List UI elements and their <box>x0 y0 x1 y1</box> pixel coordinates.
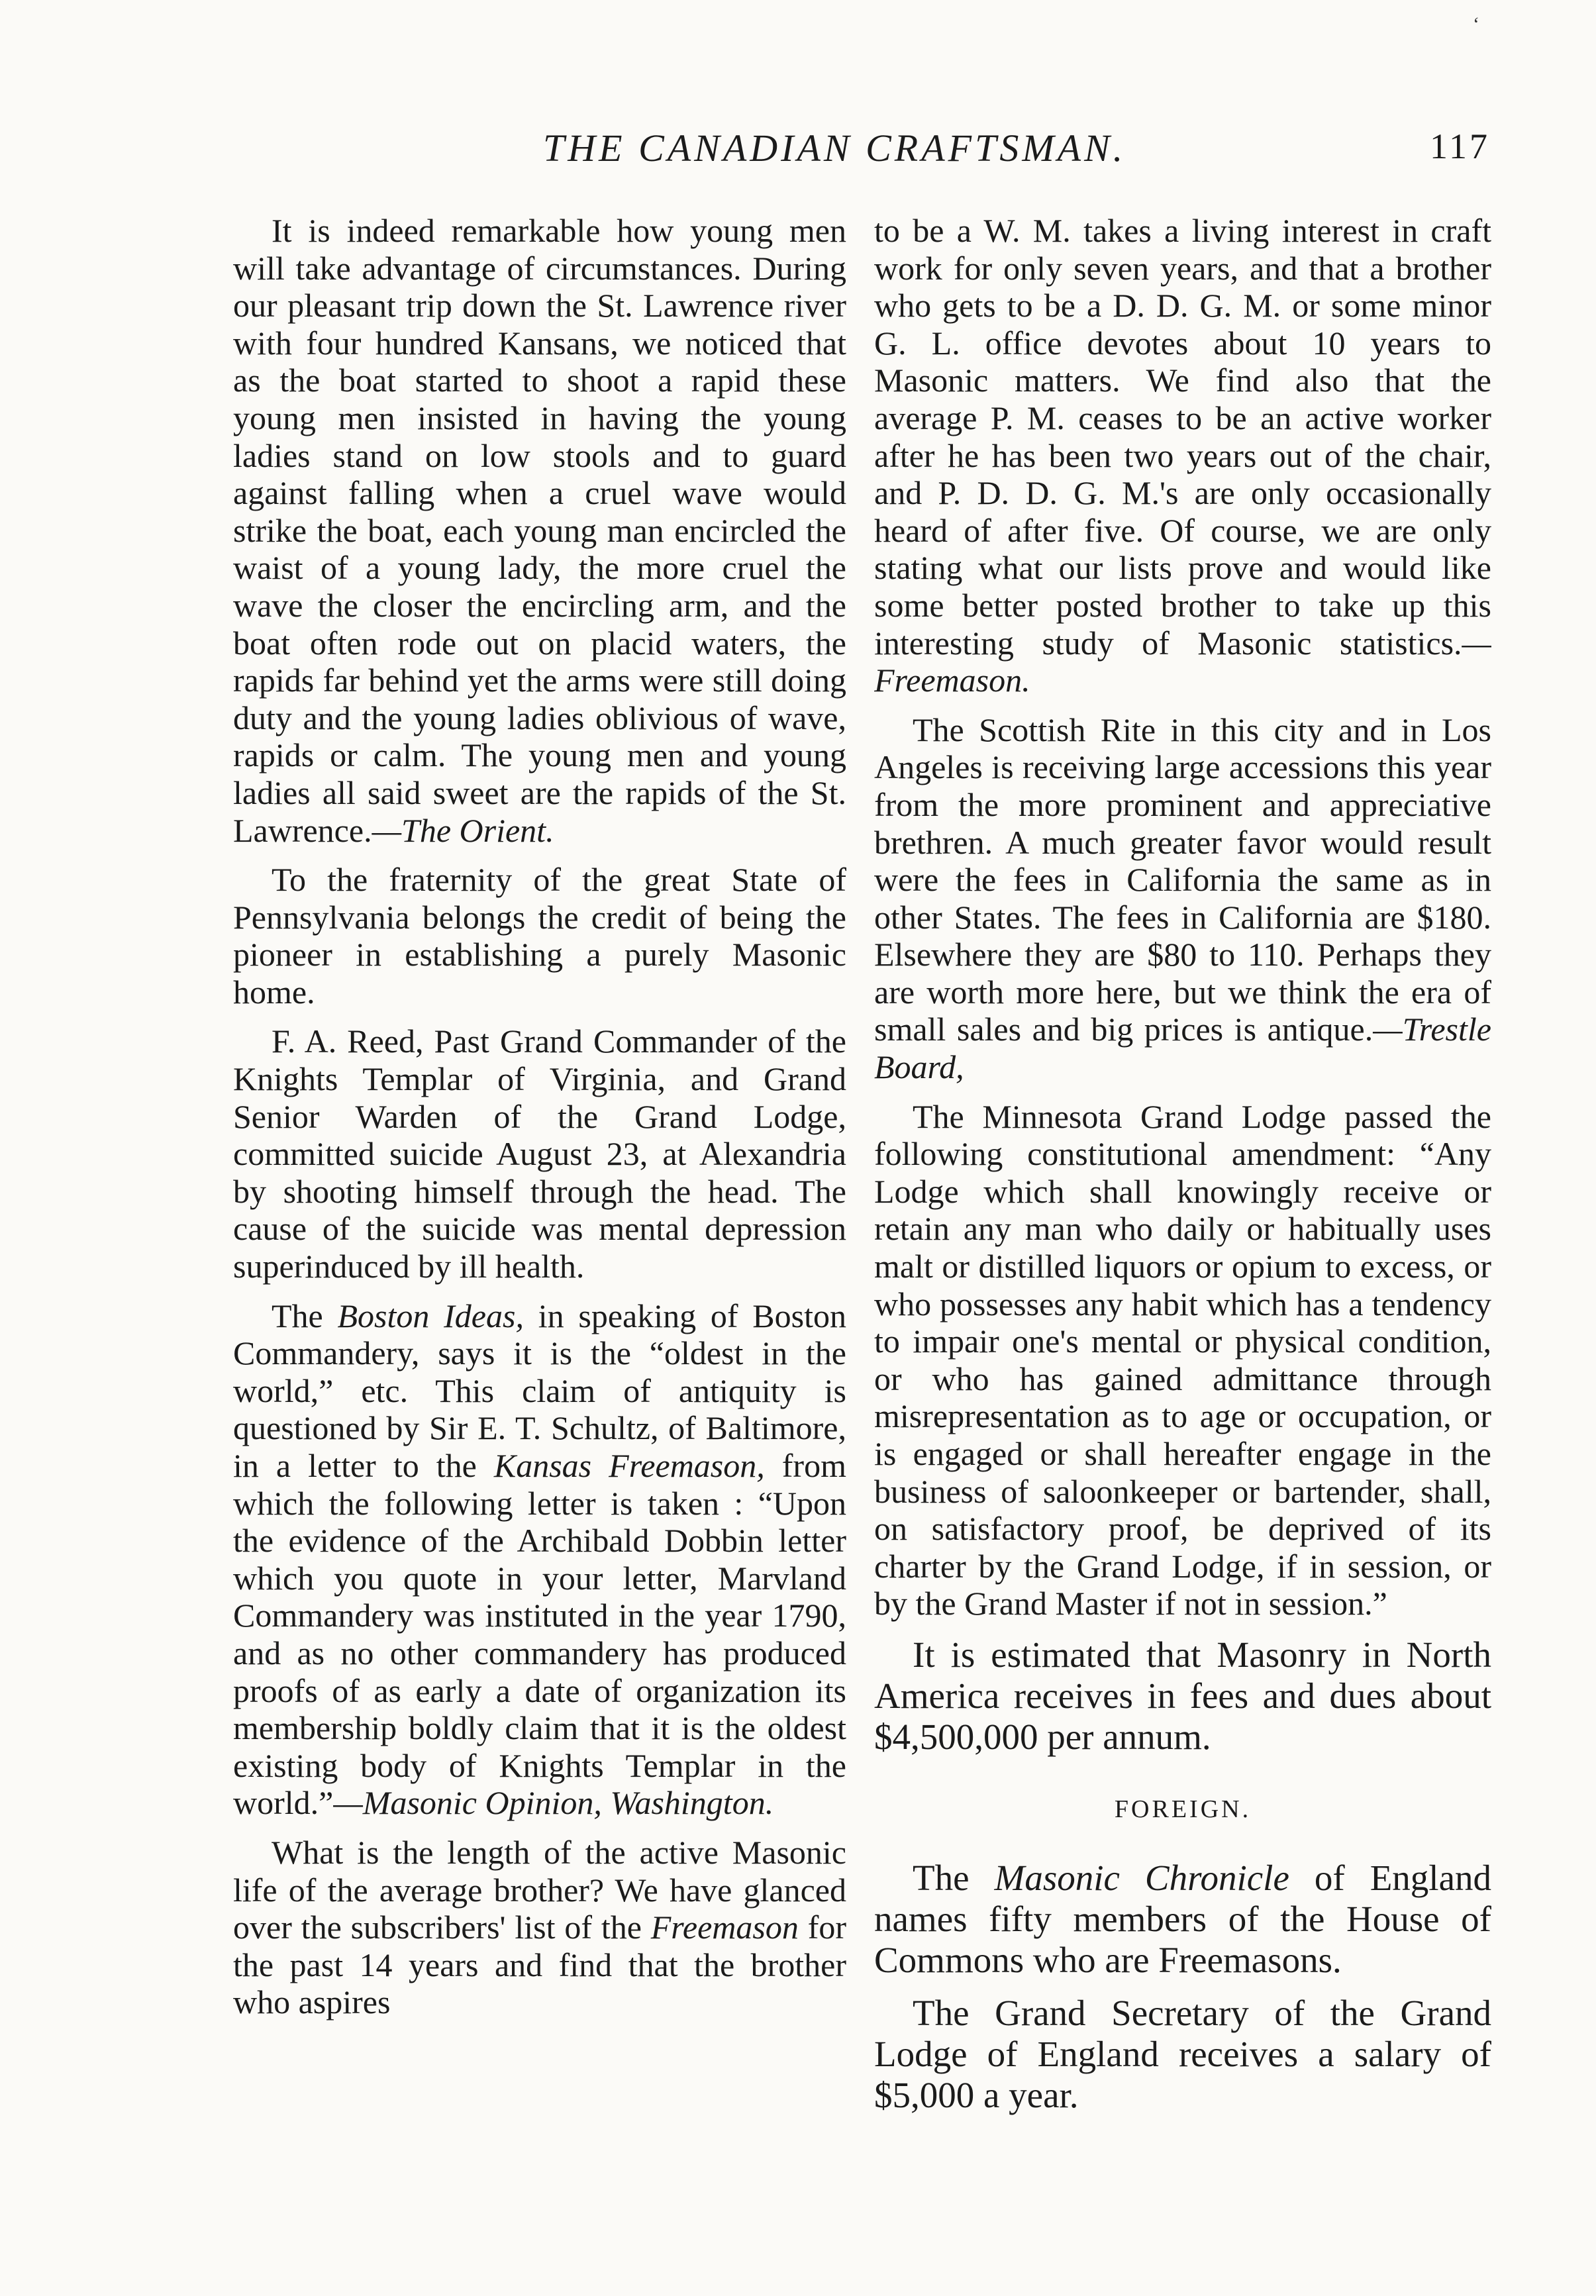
article-masonic-life-text-b: for the past 14 years and find that the brother who aspires <box>233 1909 846 2021</box>
article-boston-italic-b: Kansas Freemason, <box>493 1447 765 1484</box>
article-boston-text-c: from which the following letter is taken : “Upon the evidence of the Archibald Dobbin letter which you quote in your letter, Marvland Commandery was instituted in the year 1790, and as no other commandery has produced proofs of as early a date of organization its membership boldly claim that it is the oldest existing body of Knights Templar in the world.” <box>233 1447 846 1822</box>
article-grand-secretary <box>874 1993 1491 2116</box>
article-masonic-life-text-a: What is the length of the active Masonic life of the average brother? We have glanced over the subscribers' list of the <box>233 1833 846 1946</box>
article-masonic-life <box>233 1834 846 2021</box>
page-number: 117 <box>1430 126 1490 166</box>
article-pennsylvania-text: To the fraternity of the great State of Pennsylvania belongs the credit of being the pioneer in establishing a purely Masonic home. <box>233 861 846 1011</box>
article-reed-text: F. A. Reed, Past Grand Commander of the Knights Templar of Virginia, and Grand Senior Warden of the Grand Lodge, committed suicide August 23, at Alexandria by shooting himself through the head. The cause of the suicide was mental depression superinduced by ill health. <box>233 1023 846 1285</box>
article-chronicle-italic: Masonic Chronicle <box>994 1857 1289 1898</box>
left-column <box>233 212 846 2245</box>
article-masonic-chronicle <box>874 1858 1491 1981</box>
article-chronicle-text-a: The <box>913 1857 995 1898</box>
article-boston-text-a: The <box>272 1297 338 1334</box>
article-grand-secretary-text: The Grand Secretary of the Grand Lodge of England receives a salary of $5,000 a year. <box>874 1992 1491 2115</box>
article-rapids-text: It is indeed remarkable how young men will take advantage of circumstances. During our pleasant trip down the St. Lawrence river with four hundred Kansans, we noticed that as the boat started to shoot a rapid these young men insisted in having the young ladies stand on low stools and to guard against falling when a cruel wave would strike the boat, each young man encircled the waist of a young lady, the more cruel the wave the closer the encircling arm, and the boat often rode out on placid waters, the rapids far behind yet the arms were still doing duty and the young ladies oblivious of wave, rapids or calm. The young men and young ladies all said sweet are the rapids of the St. Lawrence. <box>233 212 846 849</box>
article-north-america-text: It is estimated that Masonry in North America receives in fees and dues about $4,500,000 per annum. <box>874 1634 1491 1757</box>
right-column <box>874 212 1491 2245</box>
article-chronicle-text-b: of England names fifty members of the House of Commons who are Freemasons. <box>874 1857 1491 1980</box>
running-header <box>543 126 1490 185</box>
article-masonic-life-continued <box>874 212 1491 699</box>
article-scottish-rite-source: —Trestle Board, <box>874 1011 1491 1086</box>
article-reed <box>233 1023 846 1285</box>
article-boston-text-b: in speaking of Boston Commandery, says it is the “oldest in the world,” etc. This claim of antiquity is questioned by Sir E. T. Schultz, of Baltimore, in a letter to the <box>233 1297 846 1484</box>
speck-mark: ‘ <box>1473 13 1479 35</box>
article-masonic-life-italic: Freemason <box>650 1909 799 1946</box>
article-scottish-rite <box>874 711 1491 1086</box>
section-heading-foreign: FOREIGN. <box>1114 1795 1252 1823</box>
article-boston-italic-a: Boston Ideas, <box>337 1297 524 1334</box>
article-masonic-life-source: —Freemason. <box>874 624 1491 699</box>
article-minnesota <box>874 1098 1491 1622</box>
article-pennsylvania <box>233 861 846 1011</box>
running-title: THE CANADIAN CRAFTSMAN. <box>543 126 1126 170</box>
article-rapids <box>233 212 846 849</box>
article-masonic-life-continued-text: to be a W. M. takes a living interest in craft work for only seven years, and that a brother who gets to be a D. D. G. M. or some minor G. L. office devotes about 10 years to Masonic matters. We find also that the average P. M. ceases to be an active worker after he has been two years out of the chair, and P. D. D. G. M.'s are only occasionally heard of after five. Of course, we are only stating what our lists prove and would like some better posted brother to take up this interesting study of Masonic statistics. <box>874 212 1491 662</box>
article-minnesota-text: The Minnesota Grand Lodge passed the following constitutional amendment: “Any Lodge which shall knowingly receive or retain any man who daily or habitually uses malt or distilled liquors or opium to excess, or who possesses any habit which has a tendency to impair one's mental or physical condition, or who has gained admittance through misrepresentation as to age or occupation, or is engaged or shall hereafter engage in the business of saloonkeeper or bartender, shall, on satisfactory proof, be deprived of its charter by the Grand Lodge, if in session, or by the Grand Master if not in session.” <box>874 1097 1491 1622</box>
article-boston-commandery <box>233 1297 846 1822</box>
article-scottish-rite-text: The Scottish Rite in this city and in Los Angeles is receiving large accessions this year from the more prominent and appreciative brethren. A much greater favor would result were the fees in California the same as in other States. The fees in California are $180. Elsewhere they are $80 to 110. Perhaps they are worth more here, but we think the era of small sales and big prices is antique. <box>874 711 1491 1048</box>
article-rapids-source: —The Orient. <box>372 811 554 849</box>
article-boston-source: —Masonic Opinion, Washington. <box>333 1784 774 1822</box>
article-north-america <box>874 1634 1491 1758</box>
